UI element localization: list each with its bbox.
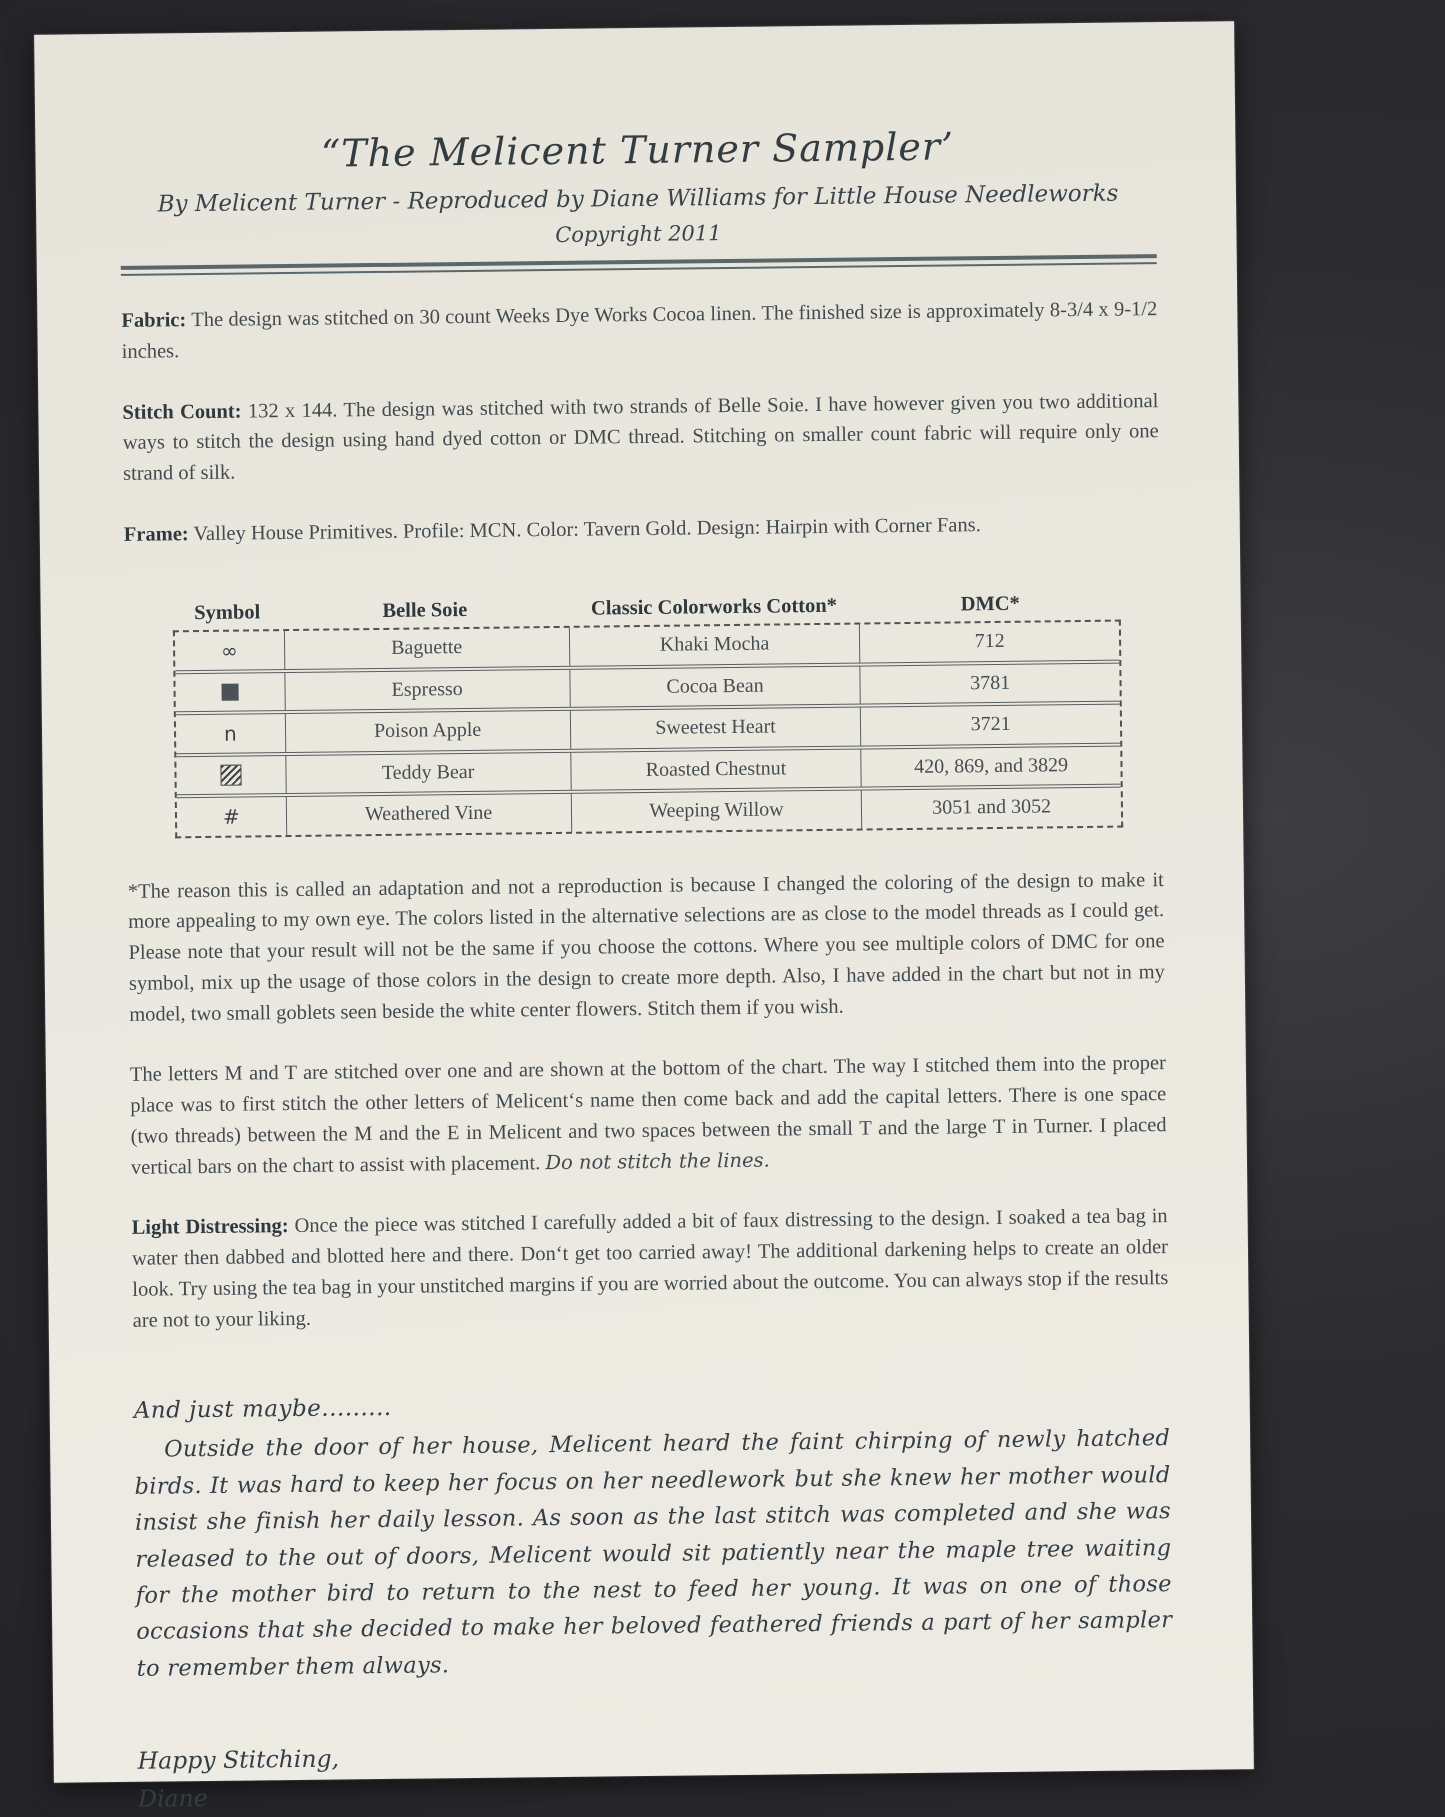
pattern-sheet <box>34 21 1254 1814</box>
light-distressing-text: Once the piece was stitched I carefully added a bit of faux distressing to the design. I soaked a tea bag in water then dabbed and blotted here and there. Don‘t get too carried away! The additional darkening helps to create an older look. Try using the tea bag in your unstitched margins if you are worried about the outcome. You can always stop if the results are not to your liking. <box>131 1205 1169 1332</box>
infinity-diamonds-symbol: ∞ <box>220 638 238 663</box>
classic-colorworks-cell: Cocoa Bean <box>569 666 860 706</box>
story-paragraph: Outside the door of her house, Melicent heard the faint chirping of newly hatched birds. It was hard to keep her focus on her needlework but she knew her mother would insist she finish her daily lesson. As soon as the last stitch was completed and she was released to the out of doors, Melicent would sit patiently near the maple tree waiting for the mother bird to return to the nest to feed her young. It was on one of those occasions that she decided to make her beloved feathered friends a part of her sampler to remember them always. <box>134 1425 1173 1682</box>
table-body <box>173 619 1123 838</box>
frame-text: Valley House Primitives. Profile: MCN. Color: Tavern Gold. Design: Hairpin with Corner Fans. <box>193 513 981 545</box>
fabric-label: Fabric: <box>121 309 187 332</box>
light-distressing-paragraph <box>131 1201 1168 1336</box>
page-title: “The Melicent Turner Sampler’ <box>320 124 955 176</box>
classic-colorworks-cell: Roasted Chestnut <box>570 749 861 789</box>
symbol-cell <box>176 714 285 753</box>
byline: By Melicent Turner - Reproduced by Diane Williams for Little House Needleworks <box>157 180 1119 218</box>
symbol-cell <box>175 631 284 670</box>
column-header-classic-colorworks: Classic Colorworks Cotton* <box>590 594 838 620</box>
double-rule-divider <box>121 254 1157 276</box>
do-not-stitch-note: Do not stitch the lines. <box>545 1148 770 1174</box>
fabric-paragraph <box>121 294 1158 367</box>
column-header-symbol: Symbol <box>194 600 261 624</box>
adaptation-note-paragraph: *The reason this is called an adaptation and not a reproduction is because I changed the coloring of the design to make it more appealing to my own eye. The colors listed in the alternative selections are as close to the model threads as I could get. Please note that your result will not be the same if you choose the cottons. Where you see multiple colors of DMC for one symbol, mix up the usage of those colors in the design to create more depth. Also, I have added in the chart but not in my model, two small goblets seen beside the white center flowers. Stitch them if you wish. <box>127 868 1165 1026</box>
classic-colorworks-cell: Khaki Mocha <box>569 624 860 665</box>
frame-paragraph <box>124 508 1160 551</box>
belle-soie-cell: Weathered Vine <box>285 793 570 834</box>
belle-soie-cell: Poison Apple <box>284 710 569 751</box>
symbol-cell <box>175 676 284 708</box>
closing-line: Happy Stitching, <box>137 1744 340 1776</box>
letters-text: The letters M and T are stitched over one and are shown at the bottom of the chart. The way I stitched them into the proper place was to first stitch the other letters of Melicent‘s name then come back and add the capital letters. There is one space (two threads) between the M and the E in Melicent and two spaces between the small T and the large T in Turner. I placed vertical bars on the chart to assist with placement. <box>129 1052 1167 1179</box>
fabric-text: The design was stitched on 30 count Weeks Dye Works Cocoa linen. The finished size is approximately 8-3/4 x 9-1/2 inches. <box>121 298 1158 363</box>
classic-colorworks-cell: Weeping Willow <box>570 790 861 831</box>
hatched-square-symbol <box>220 764 241 785</box>
filled-square-symbol <box>221 683 238 700</box>
dmc-cell: 3051 and 3052 <box>861 787 1121 828</box>
hash-symbol: # <box>222 804 240 829</box>
belle-soie-cell: Baguette <box>283 627 568 668</box>
symbol-cell <box>177 797 286 836</box>
story-lead-line: And just maybe......... <box>133 1395 392 1425</box>
classic-colorworks-cell: Sweetest Heart <box>569 707 860 748</box>
dmc-cell: 3721 <box>860 704 1120 745</box>
light-distressing-label: Light Distressing: <box>131 1215 289 1240</box>
stitch-count-text: 132 x 144. The design was stitched with two strands of Belle Soie. I have however given you two additional ways to stitch the design using hand dyed cotton or DMC thread. Stitching on smaller count fabric will require only one strand of silk. <box>122 389 1159 485</box>
signature: Diane <box>137 1784 208 1814</box>
column-header-belle-soie: Belle Soie <box>382 598 468 622</box>
belle-soie-cell: Espresso <box>284 669 569 709</box>
dmc-cell: 420, 869, and 3829 <box>861 746 1121 786</box>
column-header-dmc: DMC* <box>960 592 1020 615</box>
letters-paragraph <box>130 1048 1167 1183</box>
copyright-line: Copyright 2011 <box>555 221 722 247</box>
belle-soie-cell: Teddy Bear <box>285 752 570 792</box>
frame-label: Frame: <box>123 522 189 546</box>
stitch-count-paragraph <box>122 386 1159 490</box>
thread-conversion-table <box>173 591 1124 838</box>
stitch-count-label: Stitch Count: <box>122 400 242 424</box>
symbol-cell <box>176 757 285 793</box>
dmc-cell: 712 <box>859 621 1119 662</box>
dmc-cell: 3781 <box>860 663 1120 703</box>
letter-n-symbol: n <box>223 721 237 746</box>
